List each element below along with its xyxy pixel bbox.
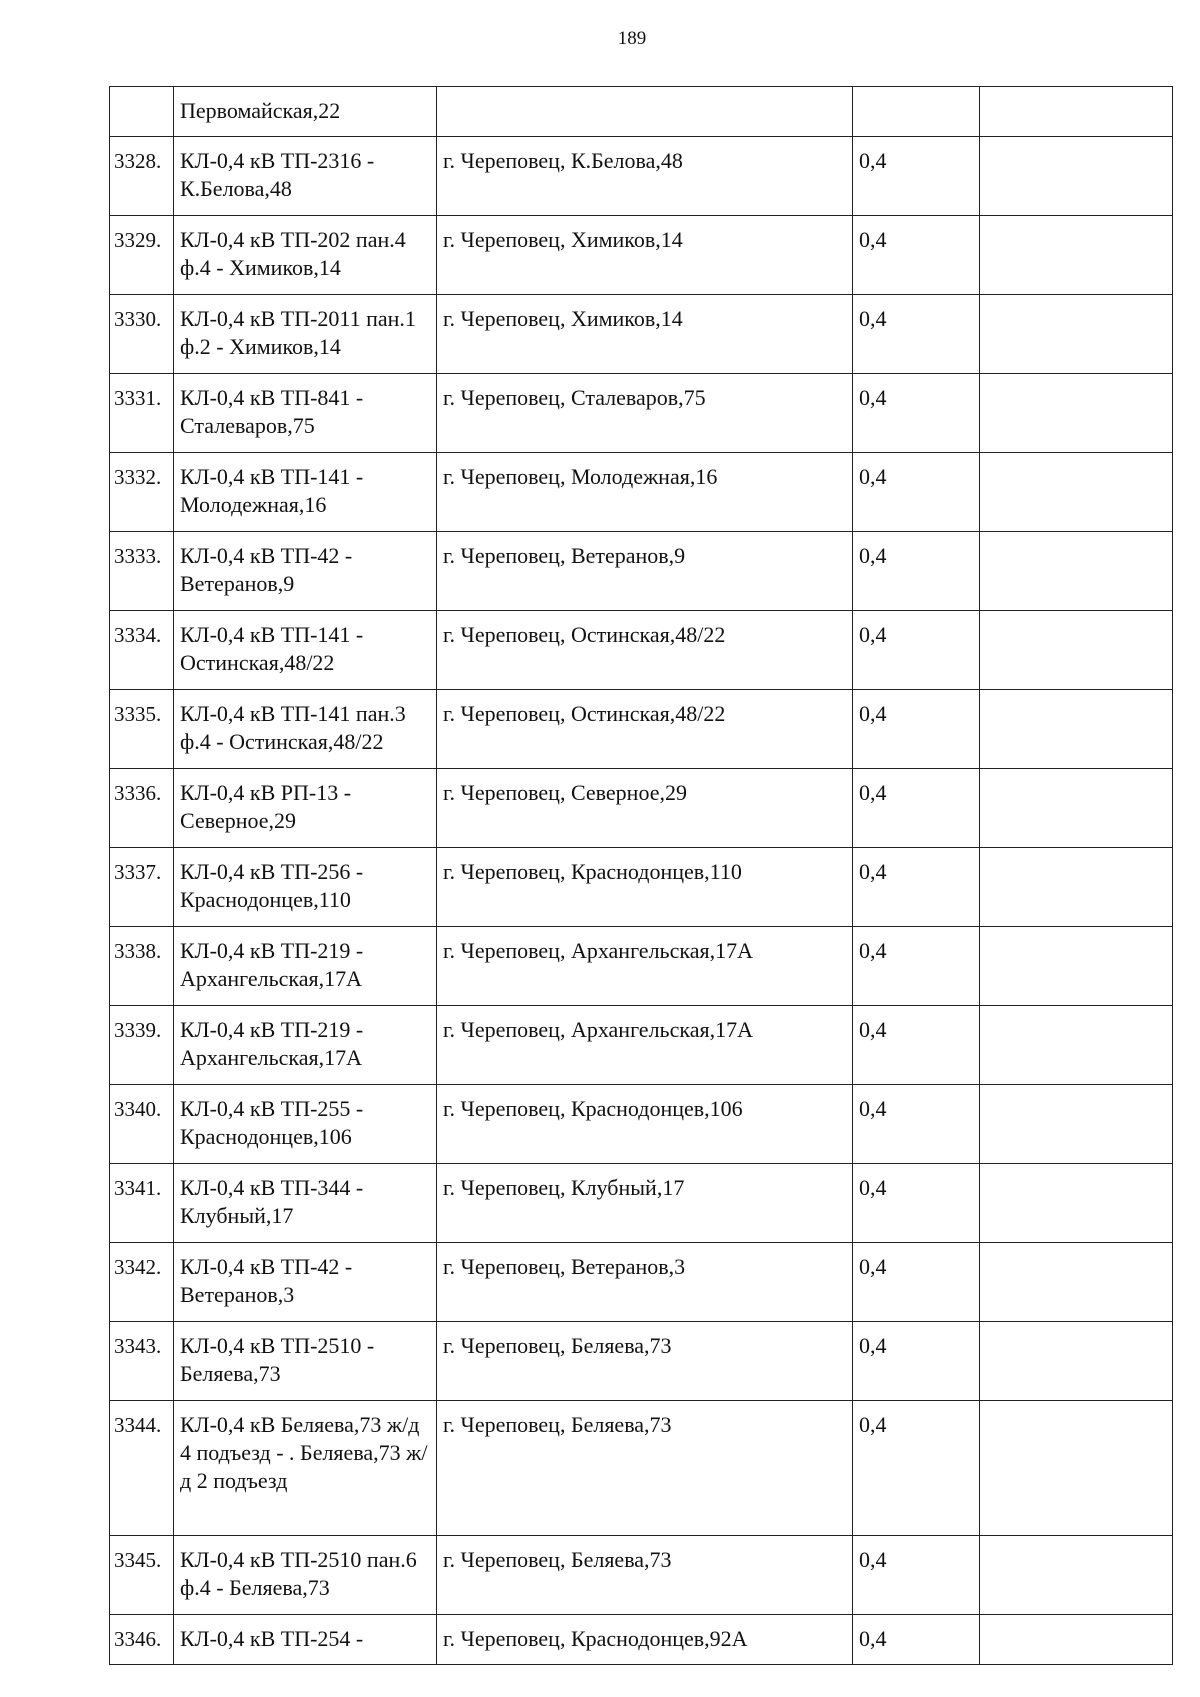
voltage-cell: 0,4 bbox=[853, 611, 980, 690]
extra-cell bbox=[980, 927, 1173, 1006]
table-body bbox=[110, 87, 1173, 1665]
table-row bbox=[110, 216, 1173, 295]
table-row bbox=[110, 1536, 1173, 1615]
voltage-cell: 0,4 bbox=[853, 1006, 980, 1085]
address-cell: г. Череповец, Клубный,17 bbox=[437, 1164, 853, 1243]
row-number-cell: 3339. bbox=[110, 1006, 174, 1085]
row-number-cell: 3340. bbox=[110, 1085, 174, 1164]
row-number-cell: 3329. bbox=[110, 216, 174, 295]
table-row bbox=[110, 87, 1173, 137]
table-row bbox=[110, 769, 1173, 848]
voltage-cell: 0,4 bbox=[853, 1401, 980, 1536]
object-name-cell: КЛ-0,4 кВ ТП-2011 пан.1 ф.2 - Химиков,14 bbox=[174, 295, 437, 374]
object-name-cell: КЛ-0,4 кВ ТП-255 - Краснодонцев,106 bbox=[174, 1085, 437, 1164]
address-cell: г. Череповец, Краснодонцев,92А bbox=[437, 1615, 853, 1665]
voltage-cell: 0,4 bbox=[853, 137, 980, 216]
address-cell: г. Череповец, Архангельская,17А bbox=[437, 1006, 853, 1085]
table-row bbox=[110, 1006, 1173, 1085]
voltage-cell: 0,4 bbox=[853, 295, 980, 374]
extra-cell bbox=[980, 769, 1173, 848]
object-name-cell: КЛ-0,4 кВ ТП-2510 пан.6 ф.4 - Беляева,73 bbox=[174, 1536, 437, 1615]
extra-cell bbox=[980, 1085, 1173, 1164]
object-name-cell: КЛ-0,4 кВ ТП-254 - bbox=[174, 1615, 437, 1665]
address-cell: г. Череповец, Северное,29 bbox=[437, 769, 853, 848]
voltage-cell: 0,4 bbox=[853, 453, 980, 532]
table-row bbox=[110, 611, 1173, 690]
extra-cell bbox=[980, 611, 1173, 690]
table-row bbox=[110, 532, 1173, 611]
object-name-cell: КЛ-0,4 кВ ТП-344 - Клубный,17 bbox=[174, 1164, 437, 1243]
object-name-cell: КЛ-0,4 кВ ТП-2316 - К.Белова,48 bbox=[174, 137, 437, 216]
row-number-cell: 3337. bbox=[110, 848, 174, 927]
voltage-cell: 0,4 bbox=[853, 1322, 980, 1401]
row-number-cell: 3343. bbox=[110, 1322, 174, 1401]
object-name-cell: Первомайская,22 bbox=[174, 87, 437, 137]
document-table-container bbox=[109, 86, 1172, 1665]
address-cell: г. Череповец, Краснодонцев,106 bbox=[437, 1085, 853, 1164]
table-row bbox=[110, 848, 1173, 927]
extra-cell bbox=[980, 453, 1173, 532]
row-number-cell: 3336. bbox=[110, 769, 174, 848]
object-name-cell: КЛ-0,4 кВ ТП-42 - Ветеранов,9 bbox=[174, 532, 437, 611]
extra-cell bbox=[980, 1006, 1173, 1085]
table-row bbox=[110, 1615, 1173, 1665]
object-name-cell: КЛ-0,4 кВ ТП-42 - Ветеранов,3 bbox=[174, 1243, 437, 1322]
voltage-cell: 0,4 bbox=[853, 1243, 980, 1322]
object-name-cell: КЛ-0,4 кВ ТП-219 - Архангельская,17А bbox=[174, 927, 437, 1006]
table-row bbox=[110, 295, 1173, 374]
extra-cell bbox=[980, 216, 1173, 295]
voltage-cell: 0,4 bbox=[853, 848, 980, 927]
address-cell: г. Череповец, Беляева,73 bbox=[437, 1536, 853, 1615]
row-number-cell: 3346. bbox=[110, 1615, 174, 1665]
table-row bbox=[110, 453, 1173, 532]
table-row bbox=[110, 927, 1173, 1006]
registry-table bbox=[109, 86, 1173, 1665]
table-row bbox=[110, 1085, 1173, 1164]
row-number-cell: 3344. bbox=[110, 1401, 174, 1536]
voltage-cell: 0,4 bbox=[853, 216, 980, 295]
address-cell: г. Череповец, Остинская,48/22 bbox=[437, 611, 853, 690]
object-name-cell: КЛ-0,4 кВ ТП-2510 - Беляева,73 bbox=[174, 1322, 437, 1401]
row-number-cell: 3345. bbox=[110, 1536, 174, 1615]
address-cell: г. Череповец, Химиков,14 bbox=[437, 216, 853, 295]
address-cell: г. Череповец, Химиков,14 bbox=[437, 295, 853, 374]
voltage-cell: 0,4 bbox=[853, 532, 980, 611]
row-number-cell bbox=[110, 87, 174, 137]
extra-cell bbox=[980, 1615, 1173, 1665]
row-number-cell: 3342. bbox=[110, 1243, 174, 1322]
voltage-cell: 0,4 bbox=[853, 1536, 980, 1615]
extra-cell bbox=[980, 1243, 1173, 1322]
table-row bbox=[110, 1401, 1173, 1536]
row-number-cell: 3335. bbox=[110, 690, 174, 769]
object-name-cell: КЛ-0,4 кВ РП-13 - Северное,29 bbox=[174, 769, 437, 848]
object-name-cell: КЛ-0,4 кВ ТП-256 - Краснодонцев,110 bbox=[174, 848, 437, 927]
extra-cell bbox=[980, 1322, 1173, 1401]
row-number-cell: 3332. bbox=[110, 453, 174, 532]
object-name-cell: КЛ-0,4 кВ ТП-841 - Сталеваров,75 bbox=[174, 374, 437, 453]
extra-cell bbox=[980, 1536, 1173, 1615]
extra-cell bbox=[980, 1401, 1173, 1536]
table-row bbox=[110, 137, 1173, 216]
address-cell: г. Череповец, Архангельская,17А bbox=[437, 927, 853, 1006]
address-cell: г. Череповец, Беляева,73 bbox=[437, 1401, 853, 1536]
row-number-cell: 3333. bbox=[110, 532, 174, 611]
object-name-cell: КЛ-0,4 кВ Беляева,73 ж/д 4 подъезд - . Беляева,73 ж/д 2 подъезд bbox=[174, 1401, 437, 1536]
address-cell: г. Череповец, Молодежная,16 bbox=[437, 453, 853, 532]
extra-cell bbox=[980, 374, 1173, 453]
voltage-cell: 0,4 bbox=[853, 1164, 980, 1243]
object-name-cell: КЛ-0,4 кВ ТП-141 пан.3 ф.4 - Остинская,48/22 bbox=[174, 690, 437, 769]
row-number-cell: 3341. bbox=[110, 1164, 174, 1243]
object-name-cell: КЛ-0,4 кВ ТП-141 - Молодежная,16 bbox=[174, 453, 437, 532]
table-row bbox=[110, 374, 1173, 453]
page-number: 189 bbox=[617, 28, 647, 49]
address-cell bbox=[437, 87, 853, 137]
table-row bbox=[110, 1243, 1173, 1322]
table-row bbox=[110, 690, 1173, 769]
row-number-cell: 3330. bbox=[110, 295, 174, 374]
address-cell: г. Череповец, Краснодонцев,110 bbox=[437, 848, 853, 927]
voltage-cell bbox=[853, 87, 980, 137]
voltage-cell: 0,4 bbox=[853, 690, 980, 769]
extra-cell bbox=[980, 295, 1173, 374]
object-name-cell: КЛ-0,4 кВ ТП-202 пан.4 ф.4 - Химиков,14 bbox=[174, 216, 437, 295]
object-name-cell: КЛ-0,4 кВ ТП-219 - Архангельская,17А bbox=[174, 1006, 437, 1085]
voltage-cell: 0,4 bbox=[853, 374, 980, 453]
row-number-cell: 3338. bbox=[110, 927, 174, 1006]
table-row bbox=[110, 1322, 1173, 1401]
extra-cell bbox=[980, 1164, 1173, 1243]
row-number-cell: 3328. bbox=[110, 137, 174, 216]
voltage-cell: 0,4 bbox=[853, 1085, 980, 1164]
address-cell: г. Череповец, Ветеранов,3 bbox=[437, 1243, 853, 1322]
address-cell: г. Череповец, Ветеранов,9 bbox=[437, 532, 853, 611]
row-number-cell: 3334. bbox=[110, 611, 174, 690]
extra-cell bbox=[980, 532, 1173, 611]
address-cell: г. Череповец, Беляева,73 bbox=[437, 1322, 853, 1401]
extra-cell bbox=[980, 848, 1173, 927]
object-name-cell: КЛ-0,4 кВ ТП-141 - Остинская,48/22 bbox=[174, 611, 437, 690]
voltage-cell: 0,4 bbox=[853, 927, 980, 1006]
address-cell: г. Череповец, К.Белова,48 bbox=[437, 137, 853, 216]
address-cell: г. Череповец, Сталеваров,75 bbox=[437, 374, 853, 453]
extra-cell bbox=[980, 690, 1173, 769]
address-cell: г. Череповец, Остинская,48/22 bbox=[437, 690, 853, 769]
voltage-cell: 0,4 bbox=[853, 1615, 980, 1665]
extra-cell bbox=[980, 137, 1173, 216]
voltage-cell: 0,4 bbox=[853, 769, 980, 848]
table-row bbox=[110, 1164, 1173, 1243]
extra-cell bbox=[980, 87, 1173, 137]
row-number-cell: 3331. bbox=[110, 374, 174, 453]
